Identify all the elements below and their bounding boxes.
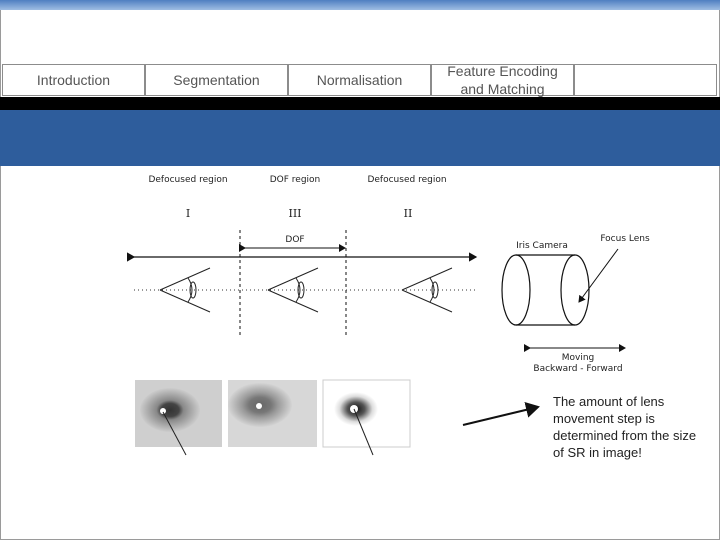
tab-normalisation[interactable]: Normalisation bbox=[288, 64, 431, 96]
region-1-numeral: I bbox=[185, 207, 191, 220]
tab-introduction[interactable]: Introduction bbox=[2, 64, 145, 96]
dof-label: DOF bbox=[285, 235, 305, 245]
tab-feature-encoding[interactable]: Feature Encoding and Matching bbox=[431, 64, 574, 96]
eye-image-defocused-far bbox=[323, 380, 410, 455]
region-3-label: Defocused region bbox=[367, 175, 447, 185]
region-1-label: Defocused region bbox=[148, 175, 228, 185]
caption-text: The amount of lens movement step is determined from the size of SR in image! bbox=[553, 394, 697, 460]
direction-label: Backward - Forward bbox=[533, 364, 623, 374]
camera-label: Iris Camera bbox=[516, 241, 568, 251]
lens-label: Focus Lens bbox=[600, 234, 650, 244]
lens-pointer-arrow bbox=[579, 249, 618, 302]
eye-image-in-focus bbox=[228, 380, 317, 447]
region-2-label: DOF region bbox=[269, 175, 321, 185]
region-3-numeral: II bbox=[403, 207, 413, 220]
caption-pointer-arrow bbox=[463, 407, 538, 425]
camera-icon bbox=[502, 255, 589, 325]
moving-label: Moving bbox=[561, 353, 595, 363]
tab-segmentation[interactable]: Segmentation bbox=[145, 64, 288, 96]
region-2-numeral: III bbox=[288, 207, 302, 220]
eye-image-defocused-near bbox=[135, 380, 222, 455]
